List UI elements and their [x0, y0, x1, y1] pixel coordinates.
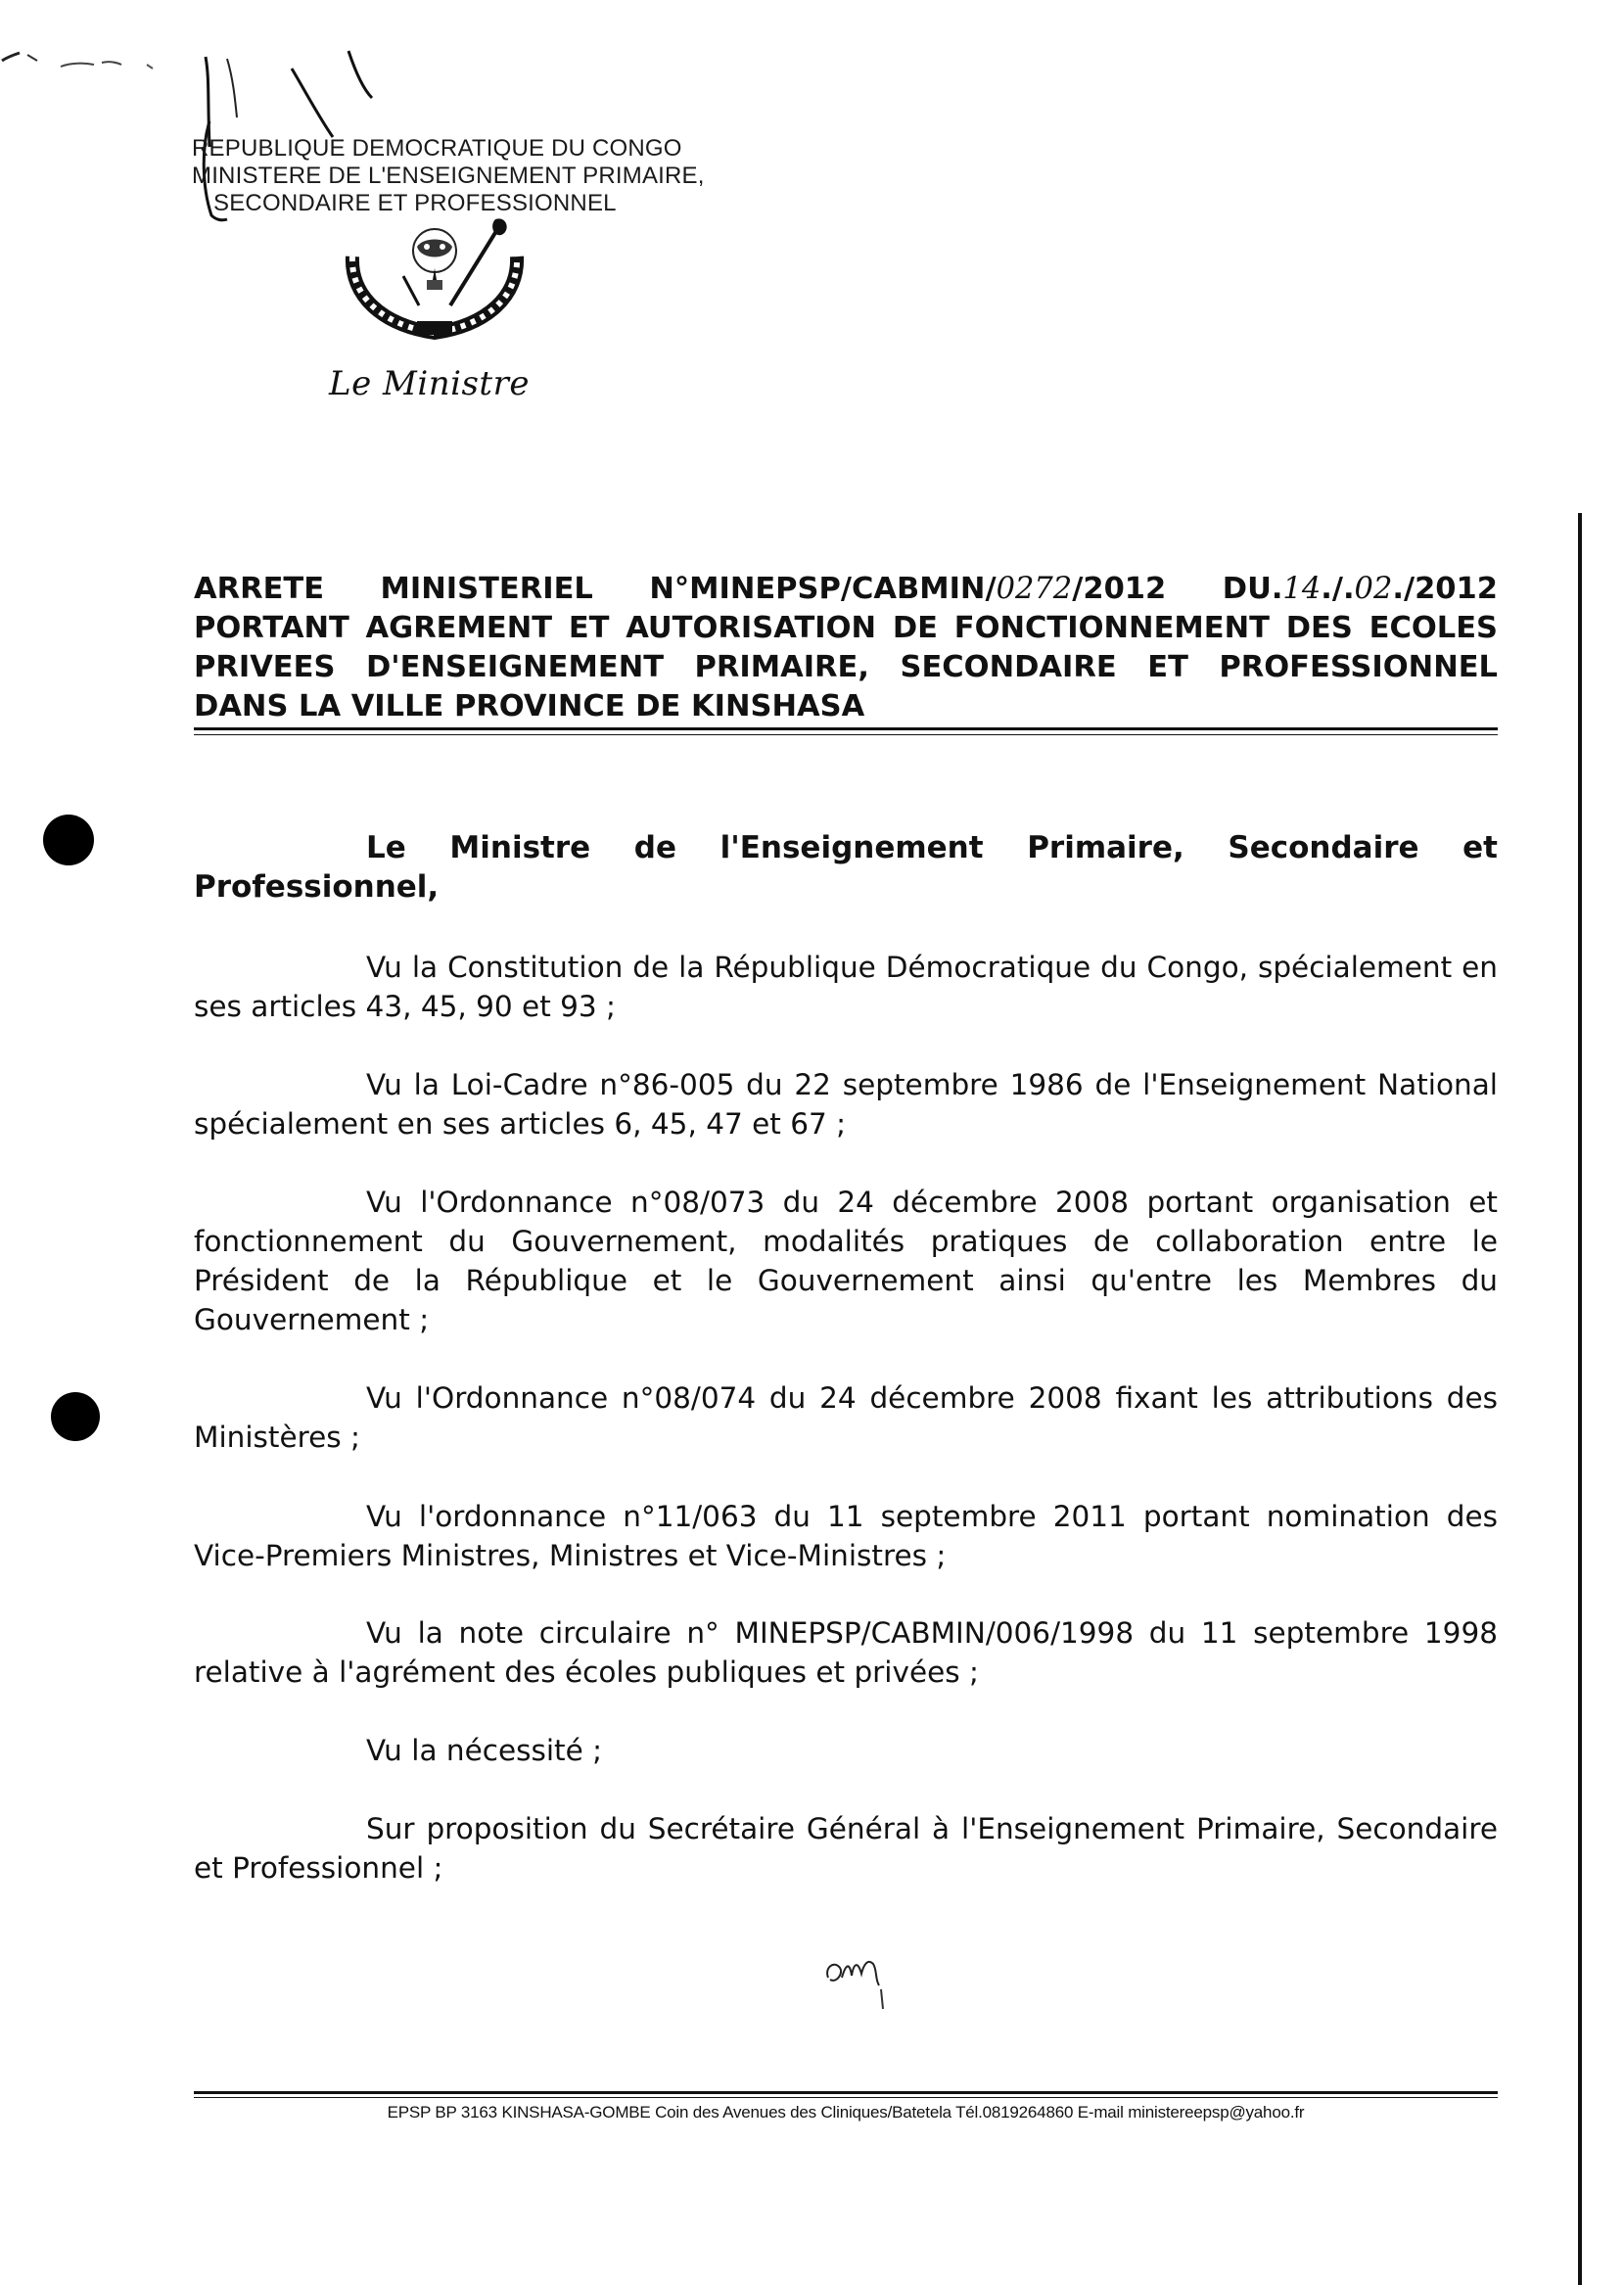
title-rule-top: [194, 727, 1498, 730]
handwritten-initials: [820, 1938, 899, 2017]
handwritten-decree-number: 0272: [996, 572, 1073, 606]
title-line-1: ARRETE MINISTERIEL N°MINEPSP/CABMIN/0272/2012 DU.14./.02./2012: [194, 572, 1498, 606]
body-heading: Le Ministre de l'Enseignement Primaire, Secondaire et Professionnel,: [194, 830, 1498, 905]
paragraph-constitution: Vu la Constitution de la République Démocratique du Congo, spécialement en ses articles 43, 45, 90 et 93 ;: [194, 951, 1498, 1023]
title-line-4: DANS LA VILLE PROVINCE DE KINSHASA: [194, 689, 865, 723]
paragraph-proposition: Sur proposition du Secrétaire Général à l'Enseignement Primaire, Secondaire et Professionnel ;: [194, 1812, 1498, 1885]
paragraph-ordonnance-063: Vu l'ordonnance n°11/063 du 11 septembre 2011 portant nomination des Vice-Premiers Ministres, Ministres et Vice-Ministres ;: [194, 1500, 1498, 1572]
title-rule-bottom: [194, 734, 1498, 735]
paragraph-loi-cadre: Vu la Loi-Cadre n°86-005 du 22 septembre 1986 de l'Enseignement National spécialement en ses articles 6, 45, 47 et 67 ;: [194, 1068, 1498, 1141]
paragraph-ordonnance-073: Vu l'Ordonnance n°08/073 du 24 décembre 2008 portant organisation et fonctionnement du Gouvernement, modalités pratiques de collaboration entre le Président de la République et le Gouvernement ainsi qu'entre les Membres du Gouvernement ;: [194, 1186, 1498, 1336]
page-edge-bar: [1578, 513, 1582, 2285]
coat-of-arms-emblem: [333, 217, 536, 345]
paragraph-note-circulaire: Vu la note circulaire n° MINEPSP/CABMIN/006/1998 du 11 septembre 1998 relative à l'agrément des écoles publiques et privées ;: [194, 1616, 1498, 1689]
footer-address: EPSP BP 3163 KINSHASA-GOMBE Coin des Avenues des Cliniques/Batetela Tél.0819264860 E-mail ministereepsp@yahoo.fr: [387, 2103, 1305, 2122]
punch-hole-top: [43, 815, 94, 865]
footer-rule-bottom: [194, 2097, 1498, 2098]
header-ministry-cont: SECONDAIRE ET PROFESSIONNEL: [213, 190, 617, 216]
header-ministry: MINISTERE DE L'ENSEIGNEMENT PRIMAIRE,: [192, 163, 705, 189]
handwritten-month: 02: [1354, 572, 1393, 606]
footer-rule-top: [194, 2091, 1498, 2094]
paragraph-necessite: Vu la nécessité ;: [366, 1734, 603, 1767]
title-line-2: PORTANT AGREMENT ET AUTORISATION DE FONCTIONNEMENT DES ECOLES: [194, 611, 1498, 645]
minister-signature-title: Le Ministre: [329, 364, 530, 403]
punch-hole-bottom: [51, 1392, 100, 1441]
paragraph-ordonnance-074: Vu l'Ordonnance n°08/074 du 24 décembre 2008 fixant les attributions des Ministères ;: [194, 1381, 1498, 1454]
title-line-3: PRIVEES D'ENSEIGNEMENT PRIMAIRE, SECONDAIRE ET PROFESSIONNEL: [194, 650, 1498, 684]
decree-title: [194, 570, 1498, 726]
handwritten-day: 14: [1282, 572, 1322, 606]
header-country: REPUBLIQUE DEMOCRATIQUE DU CONGO: [192, 135, 682, 162]
ministry-header: [192, 135, 799, 217]
